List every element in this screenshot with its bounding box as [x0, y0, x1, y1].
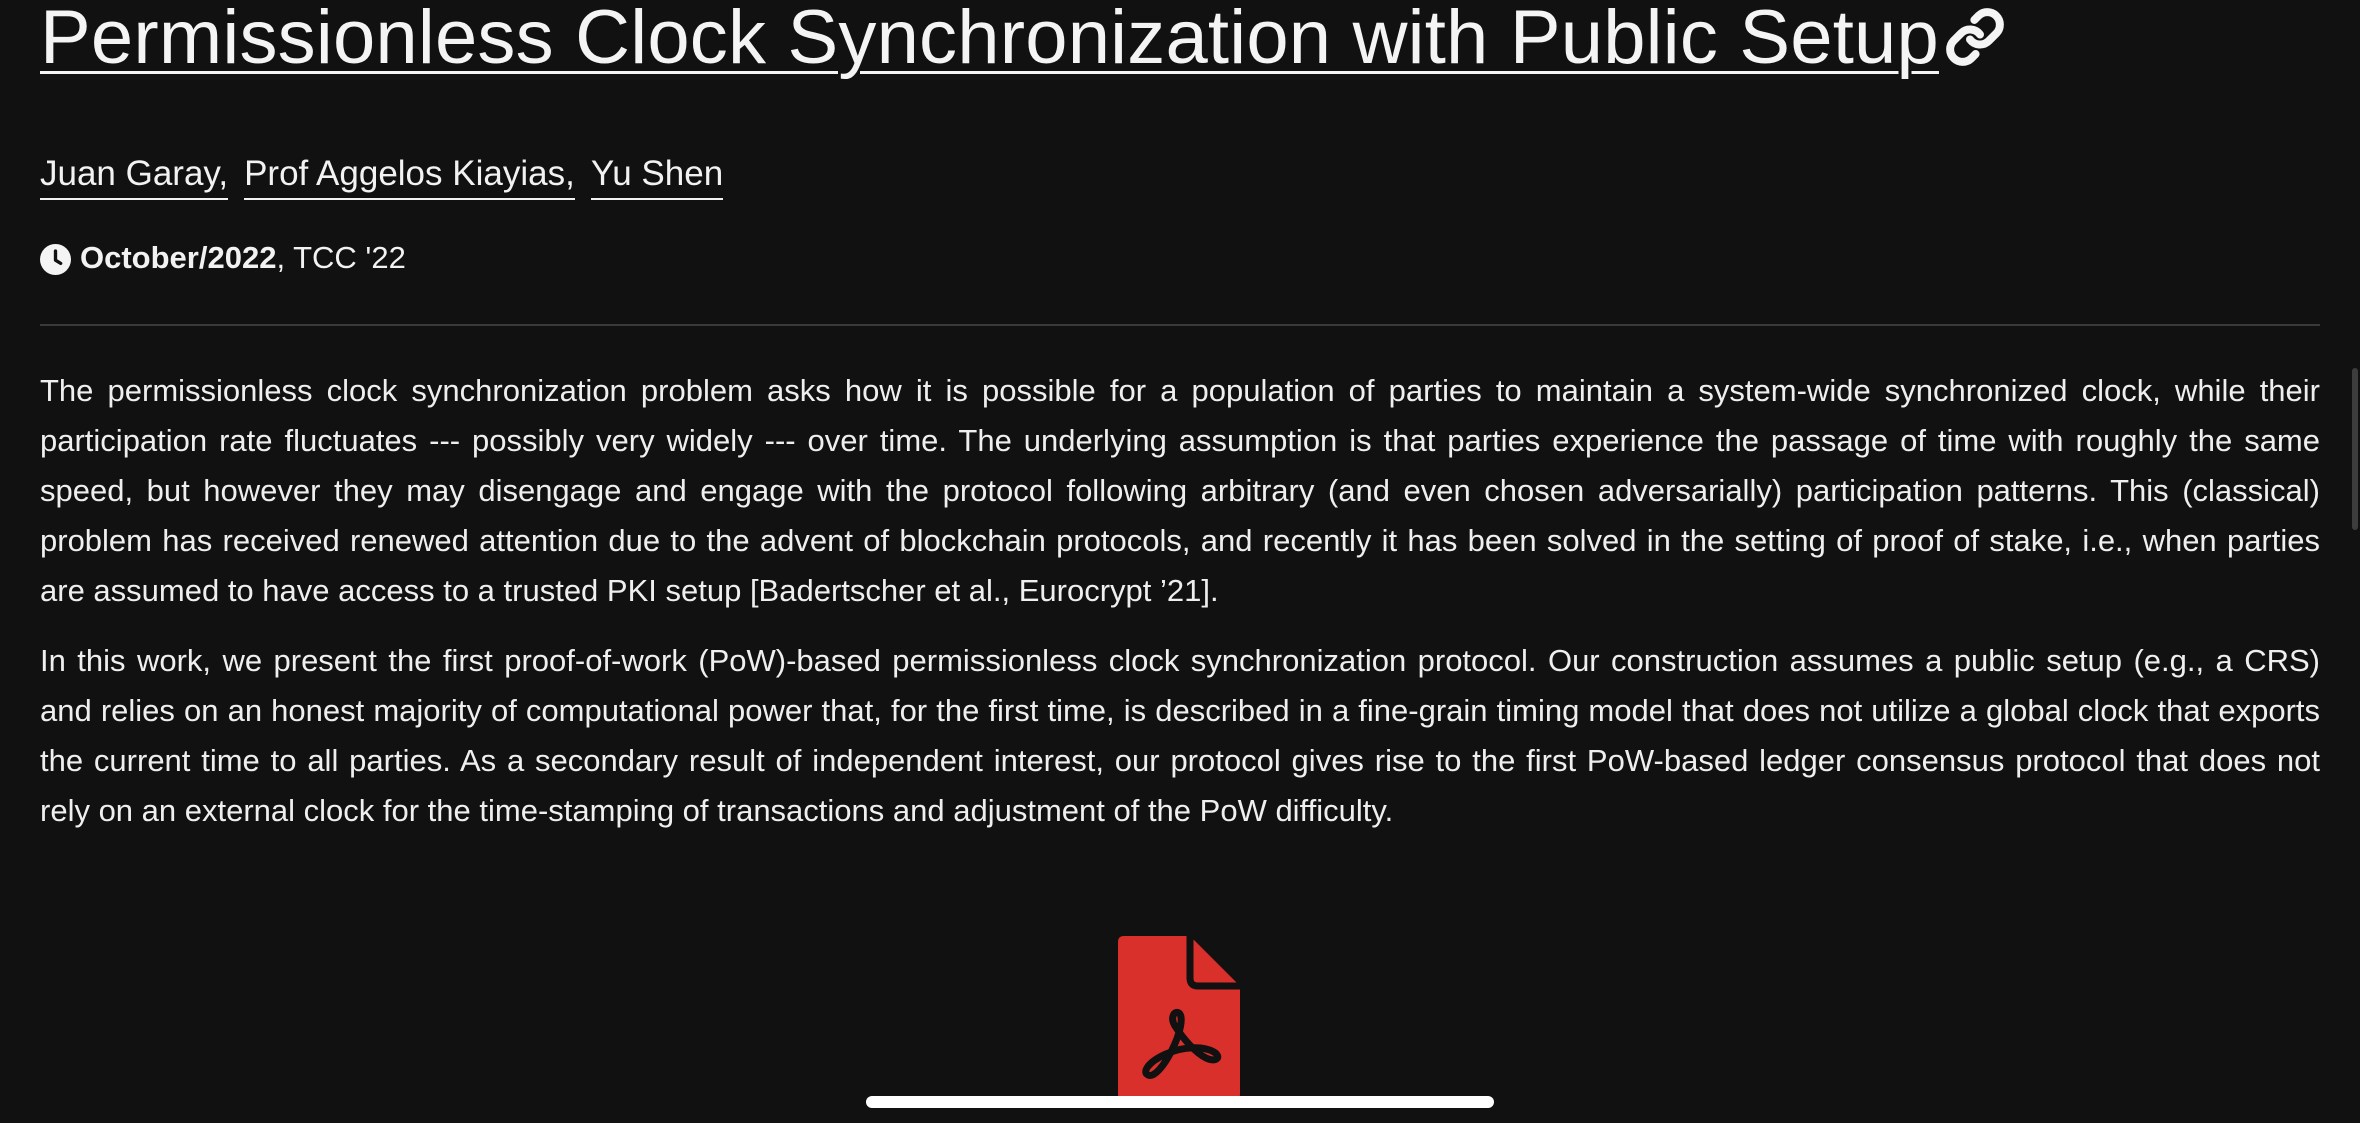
paper-title [40, 0, 2005, 92]
publication-meta [40, 236, 406, 280]
publication-date: October/2022 [80, 240, 277, 275]
home-indicator[interactable] [866, 1096, 1494, 1108]
author-list [40, 150, 723, 200]
author-link[interactable]: Juan Garay, [40, 150, 228, 200]
author-link[interactable]: Yu Shen [591, 150, 723, 200]
pdf-download-button[interactable] [1118, 936, 1242, 1100]
scrollbar[interactable] [2352, 368, 2358, 530]
section-divider [40, 324, 2320, 326]
abstract-paragraph: The permissionless clock synchronization problem asks how it is possible for a population of parties to maintain a system-wide synchronized clock, while their participation rate fluctuates --- possibly very widely --- over time. The underlying assumption is that parties experience the passage of time with roughly the same speed, but however they may disengage and engage with the protocol following arbitrary (and even chosen adversarially) participation patterns. This (classical) problem has received renewed attention due to the advent of blockchain protocols, and recently it has been solved in the setting of proof of stake, i.e., when parties are assumed to have access to a trusted PKI setup [Badertscher et al., Eurocrypt ’21]. [40, 373, 2320, 608]
author-link[interactable]: Prof Aggelos Kiayias, [244, 150, 575, 200]
clock-icon [40, 243, 71, 274]
abstract [40, 366, 2320, 856]
paper-title-link[interactable]: Permissionless Clock Synchronization with Public Setup [40, 0, 1939, 80]
publication-venue: , TCC '22 [276, 240, 406, 275]
pdf-file-icon [1118, 936, 1242, 1100]
link-icon[interactable] [1945, 0, 2005, 92]
abstract-paragraph: In this work, we present the first proof-of-work (PoW)-based permissionless clock synchronization protocol. Our construction assumes a public setup (e.g., a CRS) and relies on an honest majority of computational power that, for the first time, is described in a fine-grain timing model that does not utilize a global clock that exports the current time to all parties. As a secondary result of independent interest, our protocol gives rise to the first PoW-based ledger consensus protocol that does not rely on an external clock for the time-stamping of transactions and adjustment of the PoW difficulty. [40, 643, 2320, 828]
